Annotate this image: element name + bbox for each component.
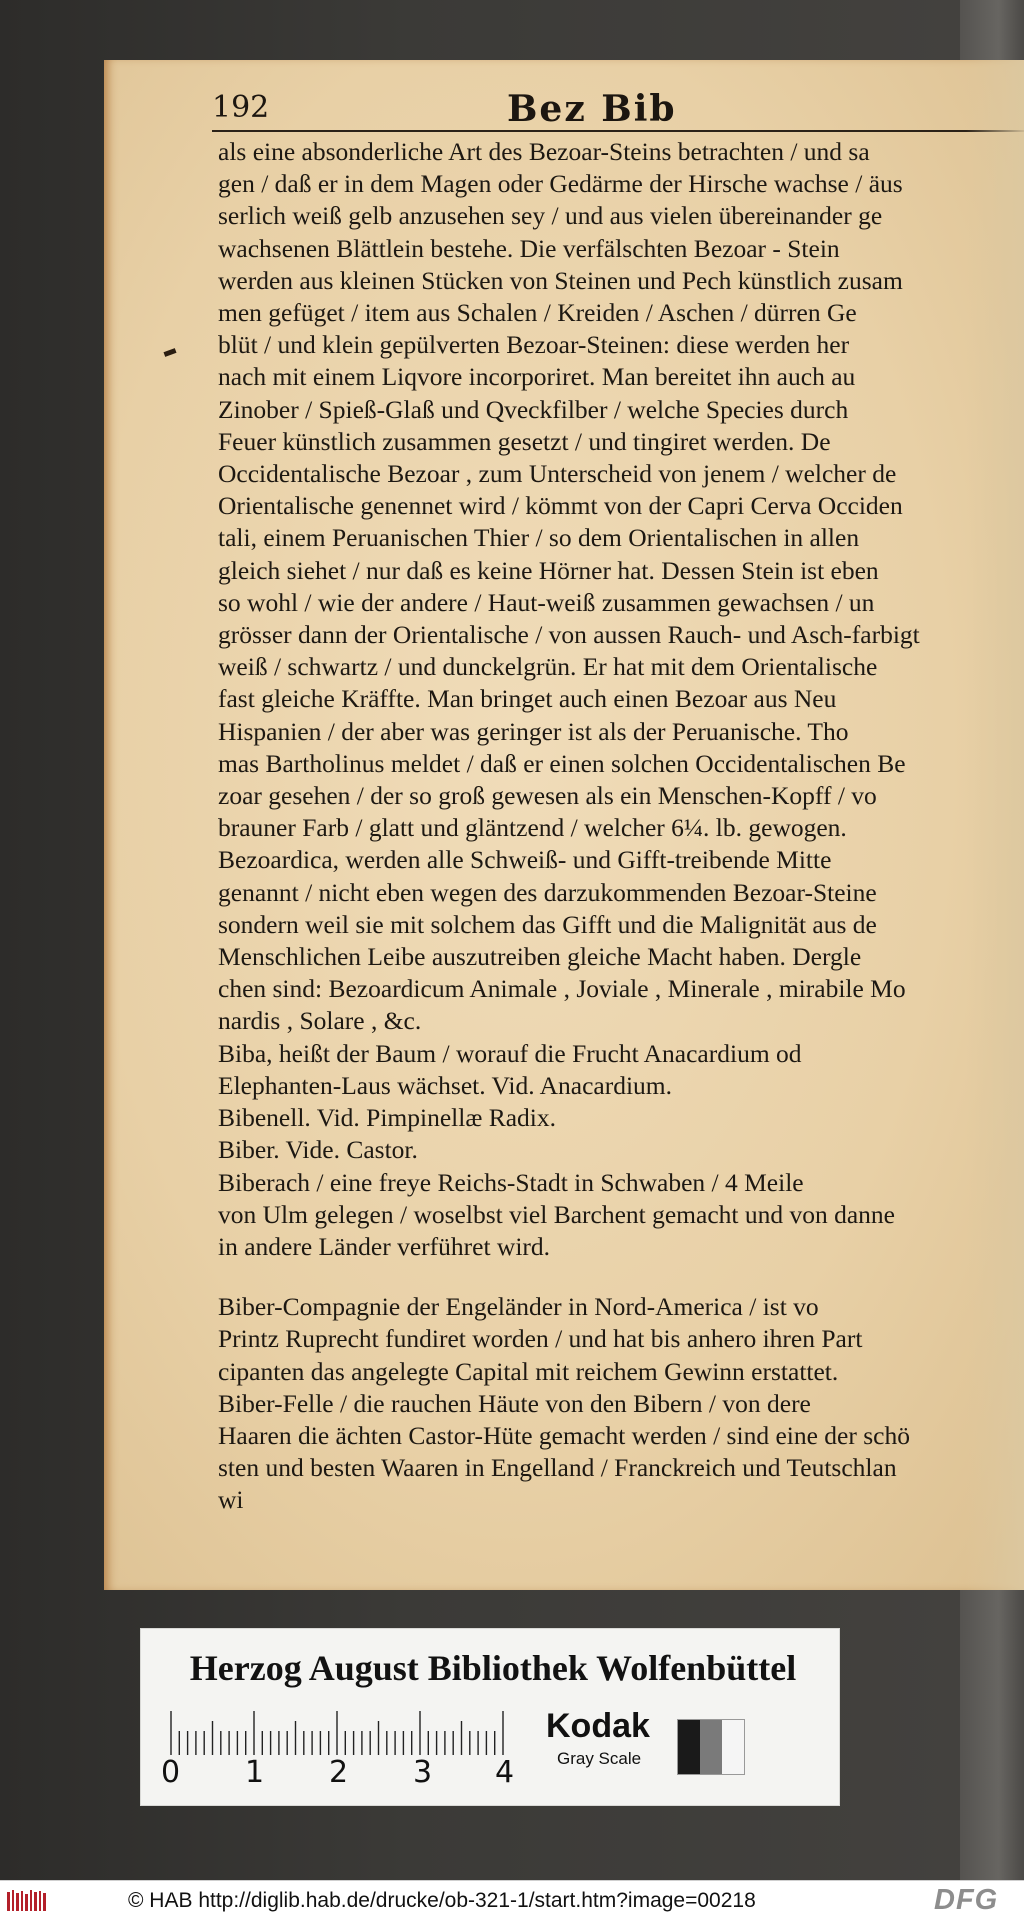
text-line: fast gleiche Kräffte. Man bringet auch einen Bezoar aus Neu: [218, 684, 837, 714]
library-title: Herzog August Bibliothek Wolfenbüttel: [189, 1648, 797, 1688]
page-text: [218, 136, 1024, 1517]
text-line: als eine absonderliche Art des Bezoar-Steins betrachten / und sa: [218, 137, 870, 166]
hab-logo-icon: [6, 1889, 50, 1913]
text-line: nardis , Solare , &c.: [218, 1006, 422, 1036]
gray-swatch: [677, 1719, 745, 1775]
text-line: gleich siehet / nur daß es keine Hörner hat. Dessen Stein ist eben: [218, 555, 879, 585]
text-line: Bezoardica, werden alle Schweiß- und Gifft-treibende Mitte: [218, 845, 832, 875]
text-line: Menschlichen Leibe auszutreiben gleiche Macht haben. Dergle: [218, 942, 862, 972]
text-line: Elephanten-Laus wächset. Vid. Anacardium.: [218, 1070, 673, 1100]
text-line: sten und besten Waaren in Engelland / Franckreich und Teutschlan: [218, 1453, 897, 1483]
ruler-number: 1: [245, 1755, 265, 1790]
text-line: nach mit einem Liqvore incorporiret. Man bereitet ihn auch au: [218, 362, 856, 392]
text-line: blüt / und klein gepülverten Bezoar-Steinen: diese werden her: [218, 330, 850, 360]
text-line: sondern weil sie mit solchem das Gifft und die Malignität aus de: [218, 909, 877, 939]
page-header: [212, 88, 1024, 132]
footer-bar: [0, 1880, 1024, 1920]
text-line: gen / daß er in dem Magen oder Gedärme der Hirsche wachse / äus: [218, 169, 903, 199]
ruler-numbers: [161, 1755, 521, 1795]
gray-scale-label: Gray Scale: [557, 1749, 642, 1768]
text-line: Zinober / Spieß-Glaß und Qveckfilber / welche Species durch: [218, 394, 849, 424]
text-line: cipanten das angelegte Capital mit reichem Gewinn erstattet.: [218, 1356, 839, 1386]
text-line: so wohl / wie der andere / Haut-weiß zusammen gewachsen / un: [218, 587, 875, 617]
text-line: wi: [218, 1485, 244, 1515]
ruler-number: 4: [495, 1755, 515, 1790]
text-line: Biberach / eine freye Reichs-Stadt in Schwaben / 4 Meile: [218, 1167, 804, 1197]
text-line: Biba, heißt der Baum / worauf die Frucht Anacardium od: [218, 1038, 802, 1068]
text-line: [218, 1263, 1024, 1291]
text-line: Occidentalische Bezoar , zum Unterscheid von jenem / welcher de: [218, 459, 897, 489]
text-line: grösser dann der Orientalische / von aussen Rauch- und Asch-farbigt: [218, 620, 920, 650]
text-line: genannt / nicht eben wegen des darzukommenden Bezoar-Steine: [218, 877, 877, 907]
text-line: Biber. Vide. Castor.: [218, 1135, 418, 1165]
swatch-mid: [700, 1720, 722, 1774]
text-line: Bibenell. Vid. Pimpinellæ Radix.: [218, 1103, 556, 1133]
text-line: Biber-Felle / die rauchen Häute von den Bibern / von dere: [218, 1388, 811, 1418]
text-line: serlich weiß gelb anzusehen sey / und aus vielen übereinander ge: [218, 201, 883, 231]
dfg-logo: DFG: [934, 1884, 999, 1916]
swatch-light: [722, 1720, 744, 1774]
text-line: Feuer künstlich zusammen gesetzt / und tingiret werden. De: [218, 426, 831, 456]
running-head: Bez Bib: [507, 88, 677, 130]
text-line: weiß / schwartz / und dunckelgrün. Er hat mit dem Orientalische: [218, 652, 878, 682]
ruler-number: 3: [413, 1755, 433, 1790]
text-line: Hispanien / der aber was geringer ist als der Peruanische. Tho: [218, 716, 849, 746]
margin-mark: [164, 348, 177, 357]
text-line: mas Bartholinus meldet / daß er einen solchen Occidentalischen Be: [218, 748, 906, 778]
swatch-dark: [678, 1720, 700, 1774]
text-line: men gefüget / item aus Schalen / Kreiden / Aschen / dürren Ge: [218, 298, 857, 328]
page-number: 192: [212, 90, 270, 125]
scale-ruler: [165, 1707, 510, 1757]
text-line: Haaren die ächten Castor-Hüte gemacht werden / sind eine der schö: [218, 1420, 910, 1450]
ruler-number: 0: [161, 1755, 181, 1790]
ruler-number: 2: [329, 1755, 349, 1790]
text-line: tali, einem Peruanischen Thier / so dem Orientalischen in allen: [218, 523, 860, 553]
text-line: brauner Farb / glatt und gläntzend / welcher 6¼. lb. gewogen.: [218, 813, 847, 843]
book-page: [104, 60, 1024, 1590]
text-line: Printz Ruprecht fundiret worden / und hat bis anhero ihren Part: [218, 1324, 863, 1354]
text-line: werden aus kleinen Stücken von Steinen und Pech künstlich zusam: [218, 265, 903, 295]
text-line: wachsenen Blättlein bestehe. Die verfälschten Bezoar - Stein: [218, 233, 840, 263]
text-line: zoar gesehen / der so groß gewesen als ein Menschen-Kopff / vo: [218, 781, 877, 811]
color-calibration-card: [140, 1628, 840, 1806]
text-line: chen sind: Bezoardicum Animale , Joviale , Minerale , mirabile Mo: [218, 974, 906, 1004]
text-line: in andere Länder verführet wird.: [218, 1231, 551, 1261]
text-line: Biber-Compagnie der Engeländer in Nord-America / ist vo: [218, 1292, 819, 1322]
kodak-logo: Kodak: [546, 1707, 650, 1745]
footer-link[interactable]: © HAB http://diglib.hab.de/drucke/ob-321-1/start.htm?image=00218: [128, 1889, 756, 1912]
text-line: von Ulm gelegen / woselbst viel Barchent gemacht und von danne: [218, 1199, 895, 1229]
text-line: Orientalische genennet wird / kömmt von der Capri Cerva Occiden: [218, 491, 903, 521]
